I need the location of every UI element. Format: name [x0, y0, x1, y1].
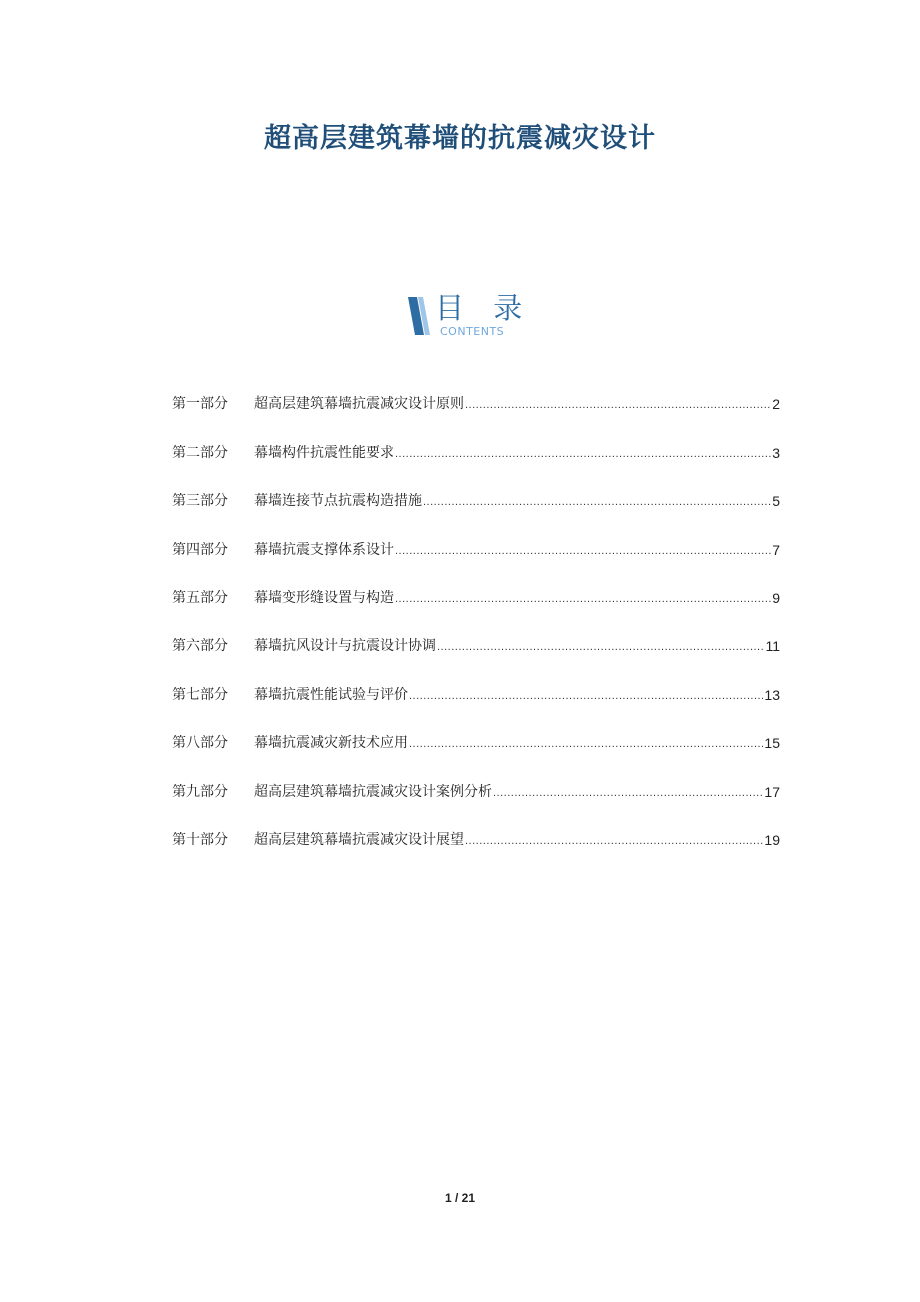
toc-part-label: 第七部分: [172, 686, 228, 703]
toc-entry-title[interactable]: 幕墙抗震支撑体系设计: [254, 541, 394, 558]
toc-subheading: CONTENTS: [440, 325, 505, 338]
toc-page-number[interactable]: 9: [772, 589, 780, 606]
toc-part-label: 第八部分: [172, 735, 228, 752]
toc-entry-3[interactable]: [172, 463, 780, 511]
toc-part-label: 第三部分: [172, 493, 228, 510]
toc-entry-title[interactable]: 幕墙构件抗震性能要求: [254, 444, 394, 461]
toc-page-number[interactable]: 5: [772, 493, 780, 510]
toc-entry-10[interactable]: [172, 802, 780, 850]
toc-part-label: 第九部分: [172, 783, 228, 800]
toc-entry-title[interactable]: 超高层建筑幕墙抗震减灾设计原则: [254, 396, 464, 413]
toc-page-number[interactable]: 3: [772, 444, 780, 461]
toc-heading: 目 录: [435, 291, 533, 325]
book-stripe-icon: [408, 297, 430, 335]
toc-entry-7[interactable]: [172, 656, 780, 704]
toc-page-number[interactable]: 11: [765, 638, 780, 655]
toc-part-label: 第一部分: [172, 396, 228, 413]
toc-entry-title[interactable]: 幕墙抗风设计与抗震设计协调: [254, 638, 436, 655]
toc-entry-title[interactable]: 幕墙抗震减灾新技术应用: [254, 735, 408, 752]
toc-entry-8[interactable]: [172, 705, 780, 753]
toc-entry-6[interactable]: [172, 608, 780, 656]
toc-entry-4[interactable]: [172, 511, 780, 559]
toc-leader-dots: [395, 542, 771, 560]
toc-leader-dots: [395, 590, 771, 608]
toc-entry-1[interactable]: [172, 366, 780, 414]
toc-entry-2[interactable]: [172, 414, 780, 462]
toc-part-label: 第六部分: [172, 638, 228, 655]
toc-leader-dots: [409, 735, 763, 753]
document-title: 超高层建筑幕墙的抗震减灾设计: [264, 123, 656, 154]
toc-leader-dots: [423, 493, 771, 511]
toc-part-label: 第四部分: [172, 541, 228, 558]
toc-part-label: 第十部分: [172, 831, 228, 848]
toc-entry-title[interactable]: 幕墙抗震性能试验与评价: [254, 686, 408, 703]
toc-entry-5[interactable]: [172, 560, 780, 608]
toc-leader-dots: [465, 396, 771, 414]
toc-entry-9[interactable]: [172, 753, 780, 801]
toc-page-number[interactable]: 2: [772, 396, 780, 413]
toc-leader-dots: [465, 832, 763, 850]
toc-leader-dots: [493, 784, 763, 802]
toc-page-number[interactable]: 19: [764, 831, 780, 848]
toc-page-number[interactable]: 15: [764, 735, 780, 752]
toc-leader-dots: [437, 638, 764, 656]
page-indicator: 1 / 21: [444, 1191, 476, 1205]
toc-entry-title[interactable]: 幕墙变形缝设置与构造: [254, 589, 394, 606]
table-of-contents: [172, 366, 780, 850]
toc-entry-title[interactable]: 幕墙连接节点抗震构造措施: [254, 493, 422, 510]
toc-leader-dots: [409, 687, 763, 705]
toc-page-number[interactable]: 17: [764, 783, 780, 800]
toc-entry-title[interactable]: 超高层建筑幕墙抗震减灾设计展望: [254, 831, 464, 848]
toc-page-number[interactable]: 7: [772, 541, 780, 558]
toc-header: [408, 291, 548, 343]
toc-part-label: 第五部分: [172, 589, 228, 606]
toc-part-label: 第二部分: [172, 444, 228, 461]
toc-entry-title[interactable]: 超高层建筑幕墙抗震减灾设计案例分析: [254, 783, 492, 800]
toc-page-number[interactable]: 13: [764, 686, 780, 703]
toc-leader-dots: [395, 445, 771, 463]
